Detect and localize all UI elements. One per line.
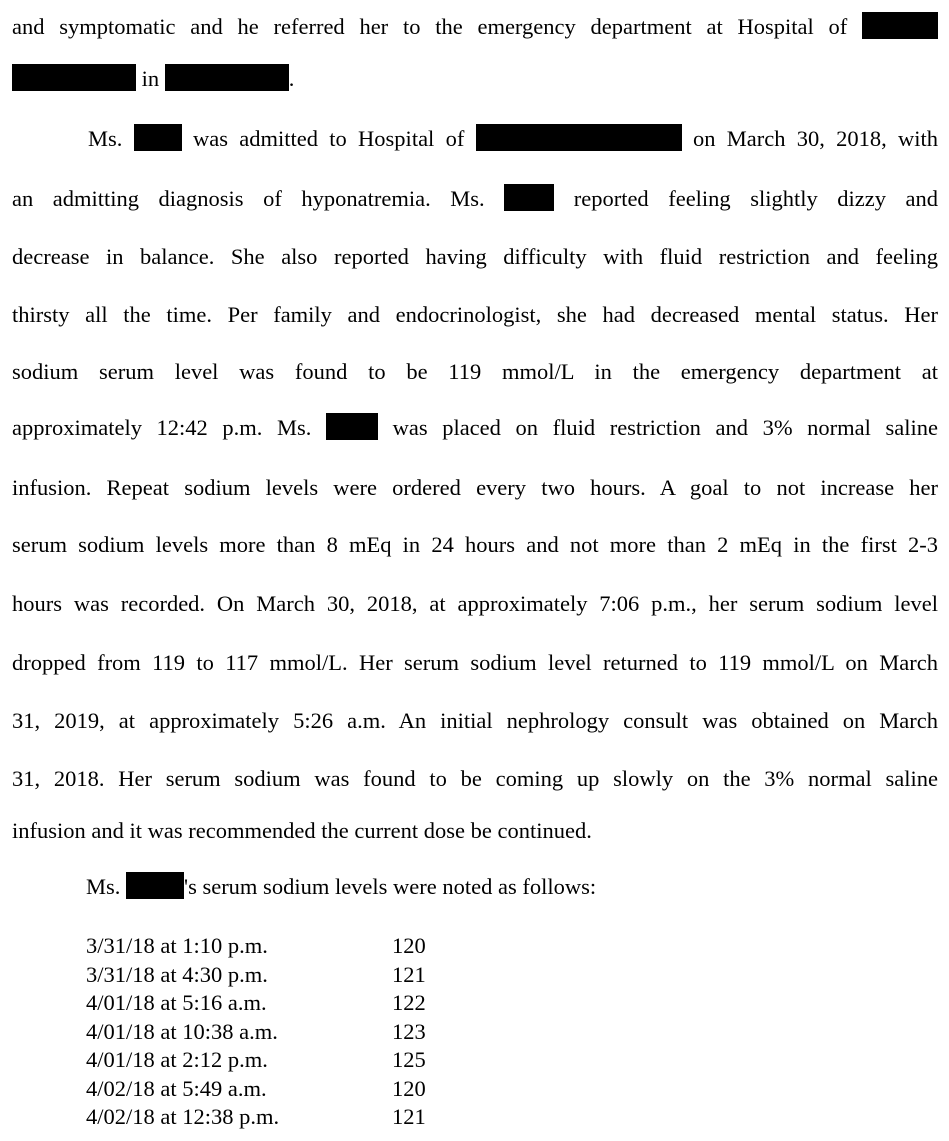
text-segment: decrease in balance. She also reported having difficulty with fluid restriction and feeling xyxy=(12,244,938,269)
paragraph-line xyxy=(12,184,938,214)
text-segment: infusion and it was recommended the current dose be continued. xyxy=(12,818,592,843)
level-value: 120 xyxy=(392,1075,426,1101)
paragraph-line xyxy=(12,300,938,330)
redaction-box xyxy=(862,12,938,39)
level-datetime: 4/01/18 at 2:12 p.m. xyxy=(86,1047,268,1072)
redaction-box xyxy=(134,124,182,151)
paragraph-line xyxy=(12,413,938,443)
text-segment: was placed on fluid restriction and 3% normal saline xyxy=(392,415,938,440)
text-segment: . xyxy=(288,66,295,91)
list-item xyxy=(86,989,486,1018)
level-value: 121 xyxy=(392,961,426,987)
sodium-levels-list xyxy=(86,932,486,1132)
text-segment: 's serum sodium levels were noted as follows: xyxy=(184,874,597,899)
text-segment: Ms. xyxy=(88,126,123,151)
paragraph-line xyxy=(12,764,938,794)
paragraph-line xyxy=(12,706,938,736)
text-segment: serum sodium levels more than 8 mEq in 24 hours and not more than 2 mEq in the first 2-3 xyxy=(12,532,938,557)
text-segment: was admitted to Hospital of xyxy=(192,126,465,151)
level-value: 123 xyxy=(392,1018,426,1044)
text-segment: reported feeling slightly dizzy and xyxy=(573,186,939,211)
text-segment: infusion. Repeat sodium levels were ordered every two hours. A goal to not increase her xyxy=(12,475,938,500)
paragraph-line xyxy=(12,530,938,560)
redaction-box xyxy=(504,184,554,211)
level-value: 121 xyxy=(392,1104,426,1129)
level-datetime: 4/01/18 at 10:38 a.m. xyxy=(86,1018,278,1044)
text-segment: and symptomatic and he referred her to the emergency department at Hospital of xyxy=(12,14,848,39)
list-item xyxy=(86,1018,486,1047)
level-datetime: 4/01/18 at 5:16 a.m. xyxy=(86,990,267,1015)
list-item xyxy=(86,1103,486,1132)
level-datetime: 3/31/18 at 4:30 p.m. xyxy=(86,961,268,987)
paragraph-line xyxy=(88,124,938,154)
paragraph-line xyxy=(12,589,938,619)
level-value: 122 xyxy=(392,990,426,1015)
text-segment: 31, 2018. Her serum sodium was found to be coming up slowly on the 3% normal saline xyxy=(12,766,938,791)
list-item xyxy=(86,1046,486,1075)
paragraph-line xyxy=(12,64,938,94)
paragraph-line xyxy=(12,357,938,387)
paragraph-line xyxy=(12,648,938,678)
list-item xyxy=(86,961,486,990)
level-datetime: 4/02/18 at 12:38 p.m. xyxy=(86,1104,280,1129)
text-segment: sodium serum level was found to be 119 mmol/L in the emergency department at xyxy=(12,359,938,384)
text-segment: approximately 12:42 p.m. Ms. xyxy=(12,415,312,440)
text-segment: dropped from 119 to 117 mmol/L. Her serum sodium level returned to 119 mmol/L on March xyxy=(12,650,938,675)
text-segment: hours was recorded. On March 30, 2018, at approximately 7:06 p.m., her serum sodium level xyxy=(12,591,938,616)
level-datetime: 4/02/18 at 5:49 a.m. xyxy=(86,1075,267,1101)
redaction-box xyxy=(326,413,378,440)
paragraph-line xyxy=(12,242,938,272)
text-segment: an admitting diagnosis of hyponatremia. Ms. xyxy=(12,186,485,211)
list-item xyxy=(86,1075,486,1104)
text-segment: in xyxy=(141,66,160,91)
level-datetime: 3/31/18 at 1:10 p.m. xyxy=(86,933,268,958)
text-segment: thirsty all the time. Per family and endocrinologist, she had decreased mental status. Her xyxy=(12,302,938,327)
redaction-box xyxy=(12,64,136,91)
text-segment: 31, 2019, at approximately 5:26 a.m. An initial nephrology consult was obtained on March xyxy=(12,708,938,733)
text-segment: Ms. xyxy=(86,874,121,899)
list-item xyxy=(86,932,486,961)
redaction-box xyxy=(165,64,289,91)
text-segment: on March 30, 2018, with xyxy=(692,126,939,151)
level-value: 120 xyxy=(392,933,426,958)
paragraph-line xyxy=(12,473,938,503)
redaction-box xyxy=(126,872,184,899)
levels-intro xyxy=(86,872,596,902)
paragraph-line xyxy=(12,816,938,846)
redaction-box xyxy=(476,124,682,151)
paragraph-line xyxy=(12,12,938,42)
level-value: 125 xyxy=(392,1047,426,1072)
